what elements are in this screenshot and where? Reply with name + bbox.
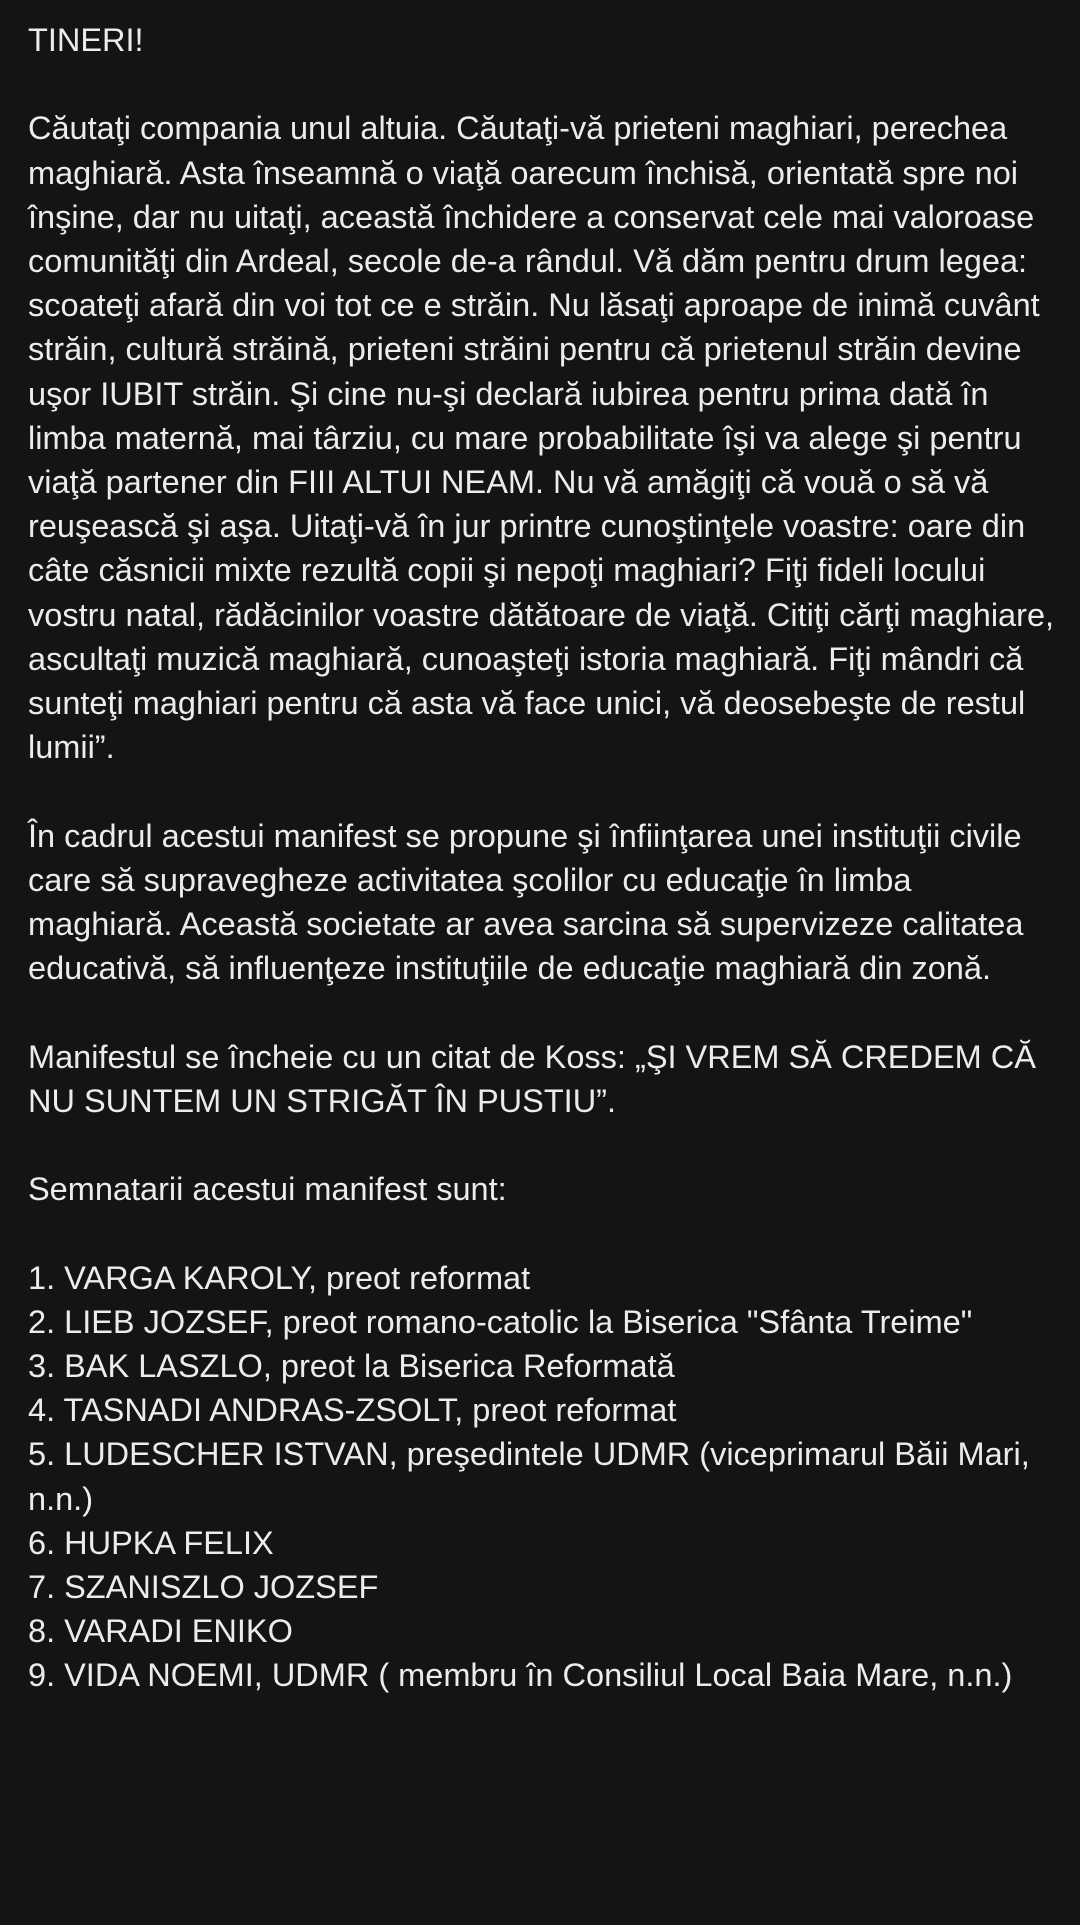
paragraph-advice: Căutaţi compania unul altuia. Căutaţi-vă prieteni maghiari, perechea maghiară. Asta înseamnă o viaţă oarecum închisă, orientată spre noi înşine, dar nu uitaţi, această închidere a conservat cele mai valoroase comunităţi din Ardeal, secole de-a rândul. Vă dăm pentru drum legea: scoateţi afară din voi tot ce e străin. Nu lăsaţi aproape de inimă cuvânt străin, cultură străină, prieteni străini pentru că prietenul străin devine uşor IUBIT străin. Şi cine nu-şi declară iubirea pentru prima dată în limba maternă, mai târziu, cu mare probabilitate îşi va alege şi pentru viaţă partener din FIII ALTUI NEAM. Nu vă amăgiţi că vouă o să vă reuşească şi aşa. Uitaţi-vă în jur printre cunoştinţele voastre: oare din câte căsnicii mixte rezultă copii şi nepoţi maghiari? Fiţi fideli locului vostru natal, rădăcinilor voastre dătătoare de viaţă. Citiţi cărţi maghiare, ascultaţi muzică maghiară, cunoaşteţi istoria maghiară. Fiţi mândri că sunteţi maghiari pentru că asta vă face unici, vă deosebeşte de restul lumii”. [28,110,1055,766]
list-item: 9. VIDA NOEMI, UDMR ( membru în Consiliul Local Baia Mare, n.n.) [28,1657,1013,1694]
post-body [28,18,1060,1698]
list-item: 2. LIEB JOZSEF, preot romano-catolic la Biserica "Sfânta Treime" [28,1303,973,1340]
list-item: 5. LUDESCHER ISTVAN, preşedintele UDMR (viceprimarul Băii Mari, n.n.) [28,1436,1030,1517]
paragraph-institution: În cadrul acestui manifest se propune şi înfiinţarea unei instituţii civile care să supravegheze activitatea şcolilor cu educaţie în limba maghiară. Această societate ar avea sarcina să supervizeze calitatea educativă, să influenţeze instituţiile de educaţie maghiară din zonă. [28,817,1024,987]
list-item: 1. VARGA KAROLY, preot reformat [28,1259,531,1296]
list-item: 4. TASNADI ANDRAS-ZSOLT, preot reformat [28,1392,677,1429]
list-item: 3. BAK LASZLO, preot la Biserica Reformată [28,1348,675,1385]
signatories-list [28,1256,1060,1698]
paragraph-quote: Manifestul se încheie cu un citat de Koss: „ŞI VREM SĂ CREDEM CĂ NU SUNTEM UN STRIGĂT ÎN PUSTIU”. [28,1038,1036,1119]
list-item: 7. SZANISZLO JOZSEF [28,1569,379,1606]
list-item: 6. HUPKA FELIX [28,1524,274,1561]
list-item: 8. VARADI ENIKO [28,1613,293,1650]
paragraph-signatories-intro: Semnatarii acestui manifest sunt: [28,1171,507,1208]
post-heading: TINERI! [28,22,144,58]
